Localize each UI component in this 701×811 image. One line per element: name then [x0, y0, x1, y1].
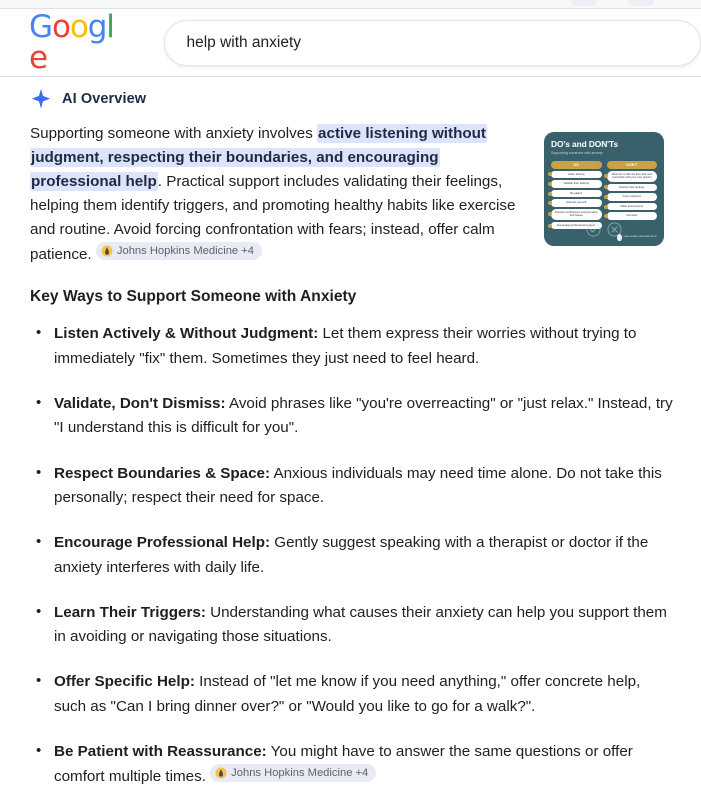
list-item-term: Validate, Don't Dismiss:: [54, 395, 226, 413]
list-item-text: Instead of "let me know if you need anything," offer concrete help, such as "Can I bring dinner over?" or "Would you like to go for a walk?".: [54, 673, 641, 715]
list-item-text: Avoid phrases like "you're overreacting" or "just relax." Instead, try "I understand this is difficult for you".: [54, 395, 673, 437]
citation-chip[interactable]: [210, 764, 376, 782]
list-item-text: Anxious individuals may need time alone. Do not take this personally; respect their need for space.: [54, 464, 662, 506]
citation-label: Johns Hopkins Medicine +4: [116, 244, 254, 257]
infographic-column-header: DON'T: [607, 161, 658, 169]
list-item-text: Understanding what causes their anxiety can help you support them in avoiding or navigating those situations.: [54, 603, 667, 646]
list-item-term: Be Patient with Reassurance:: [54, 743, 267, 760]
ghost-tab-2[interactable]: [628, 0, 654, 6]
summary-paragraph: [30, 122, 522, 266]
infographic-item: Minimize or dismiss their fear and overwhelm with your own opinion: [607, 171, 658, 182]
list-item: [30, 462, 675, 511]
list-item-text: Gently suggest speaking with a therapist or doctor if the anxiety interferes with daily life.: [54, 534, 649, 576]
infographic-column-0: [551, 161, 602, 230]
infographic-brand-logo: [617, 234, 657, 241]
infographic-subtitle: Supporting someone with anxiety: [551, 150, 603, 155]
citation-label: Johns Hopkins Medicine +4: [231, 767, 369, 780]
list-item: [30, 531, 675, 580]
google-logo-letter-2: o: [69, 8, 88, 45]
google-logo[interactable]: [29, 8, 127, 76]
citation-chip[interactable]: [96, 242, 262, 260]
infographic-item: Force solutions: [607, 193, 658, 200]
list-item-text: Let them express their worries without trying to immediately "fix" them. Sometimes they just need to feel heard.: [54, 325, 637, 367]
search-header: [0, 9, 701, 76]
browser-top-strip: [0, 0, 701, 9]
header-divider: [0, 76, 701, 77]
ai-overview-content: [0, 122, 701, 811]
infographic-title: DO's and DON'Ts: [551, 139, 619, 149]
list-item: [30, 322, 675, 371]
infographic-column-header: DO: [551, 161, 602, 169]
google-logo-letter-5: e: [29, 39, 47, 76]
search-input[interactable]: [186, 34, 666, 52]
list-item-term: Encourage Professional Help:: [54, 534, 271, 552]
list-item: [30, 392, 675, 441]
infographic-item: Make assumptions: [607, 203, 658, 210]
ghost-tab-1[interactable]: [571, 0, 597, 6]
infographic-column-1: [607, 161, 658, 230]
list-item-term: Respect Boundaries & Space:: [54, 464, 271, 482]
infographic-item: Educate yourself: [551, 199, 602, 206]
infographic-item: Be patient: [551, 190, 602, 197]
shield-favicon-icon: [215, 767, 227, 779]
sparkle-icon: [30, 88, 52, 110]
list-item: [30, 601, 675, 650]
summary-section: [0, 122, 701, 266]
section-heading: Key Ways to Support Someone with Anxiety: [30, 288, 357, 306]
summary-highlight: active listening without judgment, respecting their boundaries, and encouraging professional help: [31, 125, 486, 190]
ai-overview-label: [30, 88, 146, 110]
google-logo-letter-1: o: [51, 8, 70, 45]
list-item: [30, 740, 675, 790]
list-item-term: Offer Specific Help:: [54, 673, 195, 691]
google-logo-letter-4: l: [106, 8, 114, 45]
list-item-term: Listen Actively & Without Judgment:: [54, 325, 319, 343]
list-item-term: Learn Their Triggers:: [54, 603, 206, 621]
brand-mark-icon: [617, 234, 622, 241]
infographic-item: Dismiss their feelings: [607, 184, 658, 191]
bullet-list: [30, 322, 671, 789]
brand-logo-text: HEALTHCARE & MEDICINE GROUP: [623, 236, 657, 239]
summary-post-text: . Practical support includes validating their feelings, helping them identify triggers, and promoting healthy habits like exercise and routine. Avoid forcing confrontation with fears; instead, offer calm patience.: [30, 172, 516, 263]
ai-overview-text: AI Overview: [62, 91, 147, 107]
infographic-columns: [551, 161, 657, 230]
search-box[interactable]: [164, 20, 701, 66]
infographic-item: Practice mindfulness and grounding techniques: [551, 209, 602, 220]
list-item: [30, 670, 675, 719]
infographic-item: Validate their feelings: [551, 180, 602, 187]
check-mark-icon: [586, 222, 601, 237]
infographic-item: Listen actively: [551, 171, 602, 178]
summary-pre-text: Supporting someone with anxiety involves: [30, 125, 318, 142]
shield-favicon-icon: [101, 245, 113, 257]
infographic-item: Compare: [607, 212, 658, 219]
google-logo-letter-0: G: [29, 8, 52, 45]
google-logo-letter-3: g: [87, 8, 107, 45]
list-item-text: You might have to answer the same questions or offer comfort multiple times.: [54, 743, 633, 786]
infographic-card[interactable]: [544, 132, 664, 246]
infographic-item: Encourage professional support: [551, 222, 602, 229]
